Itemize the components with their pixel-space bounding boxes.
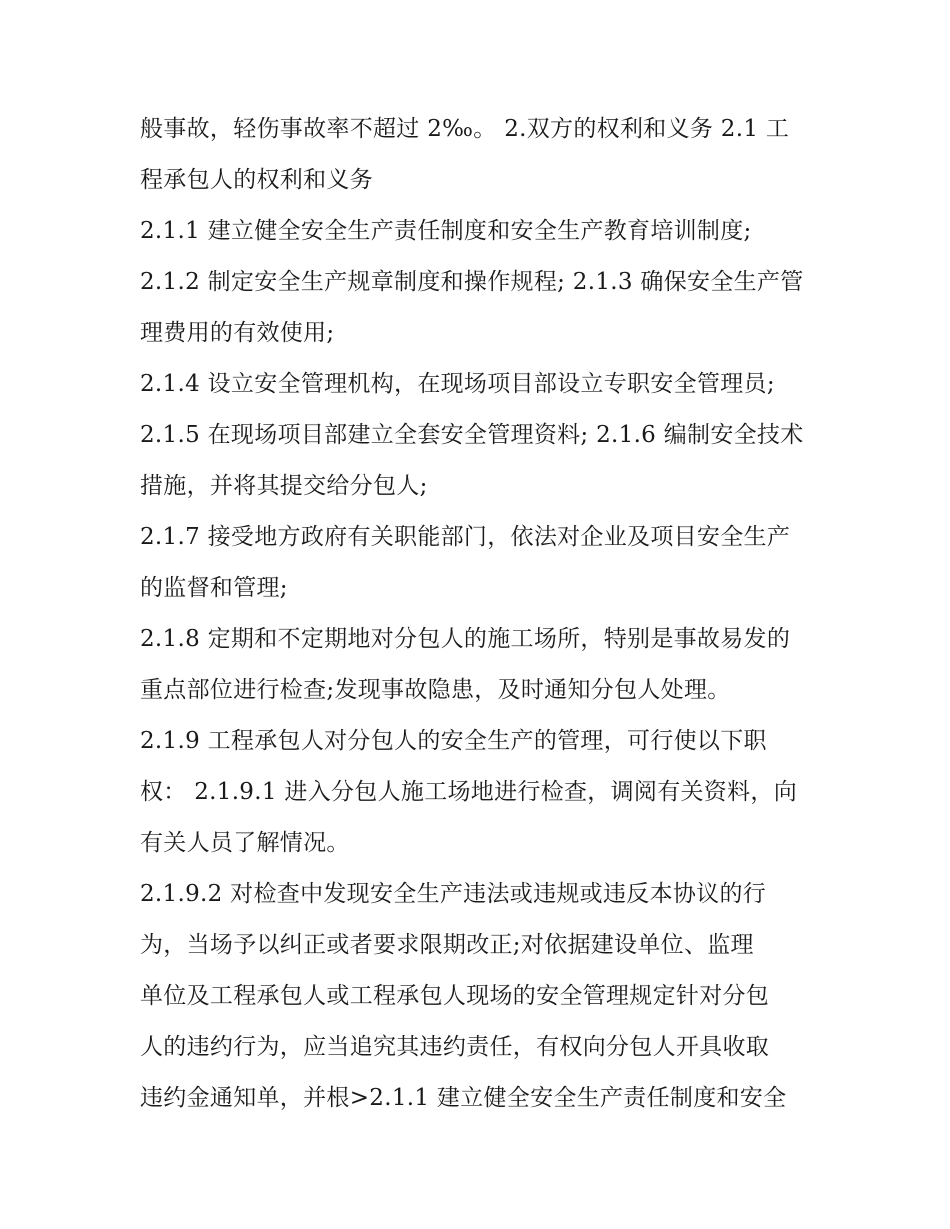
text-line: 2.1.1 建立健全安全生产责任制度和安全生产教育培训制度; <box>140 218 752 244</box>
text-line: 2.1.7 接受地方政府有关职能部门，依法对企业及项目安全生产 <box>140 524 791 550</box>
text-line: 有关人员了解情况。 <box>140 830 350 856</box>
text-line: 权： 2.1.9.1 进入分包人施工场地进行检查，调阅有关资料，向 <box>140 779 797 805</box>
text-line: 2.1.4 设立安全管理机构，在现场项目部设立专职安全管理员; <box>140 371 775 397</box>
text-line: 人的违约行为，应当追究其违约责任，有权向分包人开具收取 <box>140 1034 770 1060</box>
text-line: 重点部位进行检查;发现事故隐患，及时通知分包人处理。 <box>140 677 731 703</box>
text-line: 程承包人的权利和义务 <box>140 167 373 193</box>
document-body <box>140 104 820 1124</box>
text-line: 为，当场予以纠正或者要求限期改正;对依据建设单位、监理 <box>140 932 754 958</box>
text-line: 2.1.5 在现场项目部建立全套安全管理资料; 2.1.6 编制安全技术 <box>140 422 804 448</box>
text-line: 般事故，轻伤事故率不超过 2‰。 2.双方的权利和义务 2.1 工 <box>140 116 790 142</box>
text-line: 措施，并将其提交给分包人; <box>140 473 428 499</box>
text-line: 的监督和管理; <box>140 575 288 601</box>
text-line: 单位及工程承包人或工程承包人现场的安全管理规定针对分包 <box>140 983 770 1009</box>
text-line: 2.1.9 工程承包人对分包人的安全生产的管理，可行使以下职 <box>140 728 767 754</box>
text-line: 2.1.2 制定安全生产规章制度和操作规程; 2.1.3 确保安全生产管 <box>140 269 804 295</box>
text-line: 2.1.8 定期和不定期地对分包人的施工场所，特别是事故易发的 <box>140 626 791 652</box>
text-line: 违约金通知单，并根>2.1.1 建立健全安全生产责任制度和安全 <box>140 1085 787 1111</box>
text-line: 理费用的有效使用; <box>140 320 335 346</box>
text-line: 2.1.9.2 对检查中发现安全生产违法或违规或违反本协议的行 <box>140 881 767 907</box>
